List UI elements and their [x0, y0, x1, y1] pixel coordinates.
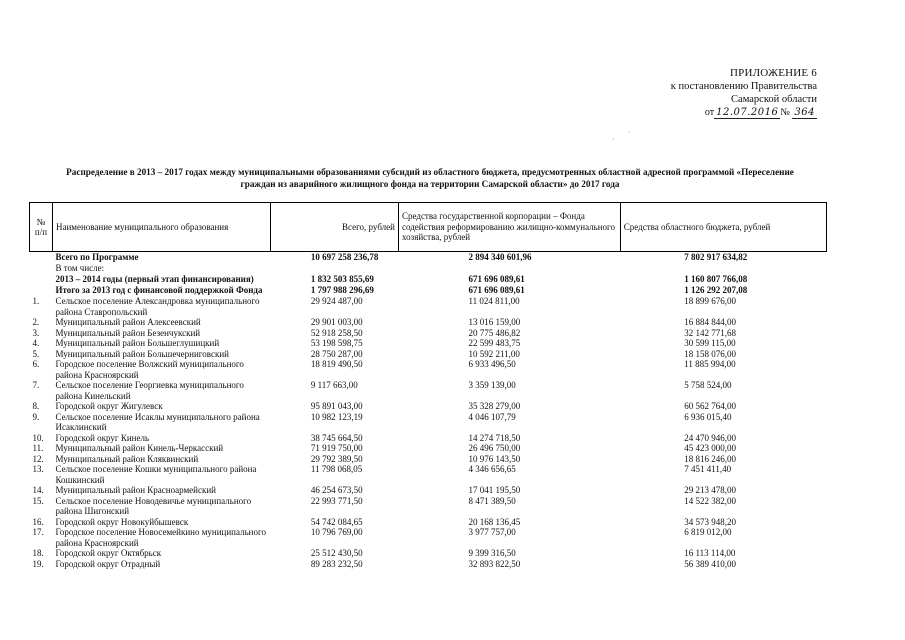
- appendix-line3: Самарской области: [731, 94, 817, 105]
- number-prefix: №: [780, 107, 790, 118]
- cell-regional: 30 599 115,00: [684, 338, 736, 348]
- header-no: № п/п: [30, 203, 53, 252]
- cell-total: 53 198 598,75: [310, 338, 363, 348]
- handwritten-date: 12.07.2016: [716, 107, 779, 118]
- cell-total: 11 798 068,05: [310, 464, 363, 474]
- summary-row: [30, 252, 827, 264]
- cell-name: Городской округ Жигулевск: [55, 401, 163, 411]
- cell-fund: 9 399 316,50: [468, 548, 516, 558]
- from-prefix: от: [704, 107, 715, 118]
- table-row: [30, 559, 827, 570]
- cell-no: 3.: [32, 327, 40, 338]
- cell-total: 10 796 769,00: [310, 527, 363, 537]
- cell-total: 9 117 663,00: [310, 380, 358, 390]
- cell-no: 8.: [32, 401, 40, 411]
- table-row: [30, 443, 827, 454]
- table-row: [30, 485, 827, 496]
- cell-fund: 8 471 389,50: [468, 495, 516, 506]
- cell-total: 46 254 673,50: [310, 485, 363, 495]
- summary-name: 2013 – 2014 годы (первый этап финансирования): [55, 274, 254, 284]
- summary-total: 1 797 988 296,69: [310, 285, 374, 295]
- appendix-signature-line: [705, 106, 817, 119]
- cell-name: Муниципальный район Кляквинский: [55, 453, 199, 464]
- cell-regional: 16 113 114,00: [684, 548, 736, 558]
- summary-regional: 1 160 807 766,08: [684, 274, 748, 284]
- cell-no: 13.: [32, 464, 44, 474]
- cell-regional: 5 758 524,00: [684, 380, 732, 390]
- summary-no: [30, 285, 53, 296]
- cell-fund: 17 041 195,50: [468, 485, 521, 495]
- table-row: [30, 317, 827, 328]
- cell-fund: 22 599 483,75: [468, 338, 521, 348]
- cell-regional: 16 884 844,00: [684, 317, 737, 327]
- cell-fund: 32 893 822,50: [468, 558, 521, 569]
- table-row: [30, 359, 827, 380]
- title-line1: Распределение в 2013 – 2017 годах между муниципальными образованиями субсидий из областного бюджета, предусмотренных областной адресной программой «Переселение: [66, 167, 794, 177]
- cell-name: Городское поселение Волжский муниципального района Красноярский: [55, 359, 244, 380]
- cell-regional: 6 819 012,00: [684, 527, 732, 537]
- cell-regional: 18 158 076,00: [684, 348, 737, 359]
- table-row: [30, 338, 827, 349]
- cell-regional: 60 562 764,00: [684, 401, 737, 411]
- cell-name: Муниципальный район Красноармейский: [55, 485, 216, 495]
- cell-no: 5.: [32, 348, 40, 359]
- cell-name: Муниципальный район Безенчукский: [55, 327, 201, 338]
- cell-no: 17.: [32, 527, 44, 537]
- table-row: [30, 464, 827, 485]
- cell-no: 1.: [32, 296, 40, 306]
- cell-total: 29 924 487,00: [310, 296, 363, 306]
- cell-name: Сельское поселение Георгиевка муниципального района Кинельский: [55, 380, 244, 401]
- cell-fund: 14 274 718,50: [468, 432, 521, 443]
- cell-total: 28 750 287,00: [310, 348, 363, 359]
- summary-no: [30, 252, 53, 264]
- cell-name: Городской округ Кинель: [55, 432, 150, 443]
- cell-fund: 20 168 136,45: [468, 516, 521, 527]
- summary-total: [271, 263, 399, 274]
- summary-name: В том числе:: [55, 263, 105, 273]
- cell-no: 18.: [32, 548, 44, 558]
- cell-fund: 10 976 143,50: [468, 453, 521, 464]
- header-name: Наименование муниципального образования: [52, 203, 270, 252]
- cell-name: Городской округ Октябрьск: [55, 548, 162, 558]
- cell-no: 19.: [32, 558, 44, 569]
- cell-fund: 26 496 750,00: [468, 443, 521, 453]
- scan-speck: ·: [612, 135, 615, 144]
- cell-fund: 4 046 107,79: [468, 411, 516, 422]
- table-row: [30, 433, 827, 444]
- summary-regional: 1 126 292 207,08: [684, 285, 748, 295]
- summary-name: Всего по Программе: [55, 252, 139, 262]
- cell-fund: 4 346 656,65: [468, 464, 516, 474]
- cell-total: 25 512 430,50: [310, 548, 363, 558]
- cell-no: 2.: [32, 317, 40, 327]
- cell-no: 6.: [32, 359, 40, 369]
- cell-total: 38 745 664,50: [310, 432, 363, 443]
- header-regional: Средства областного бюджета, рублей: [620, 203, 826, 252]
- summary-no: [30, 274, 53, 285]
- cell-name: Сельское поселение Александровка муниципального района Ставропольский: [55, 296, 260, 317]
- header-total: Всего, рублей: [271, 203, 399, 252]
- cell-no: 15.: [32, 495, 44, 506]
- cell-total: 95 891 043,00: [310, 401, 363, 411]
- summary-no: [30, 263, 53, 274]
- scan-speck: ·: [628, 128, 631, 137]
- appendix-block: [647, 67, 817, 119]
- cell-total: 18 819 490,50: [310, 359, 363, 369]
- cell-total: 22 993 771,50: [310, 495, 363, 506]
- cell-name: Муниципальный район Большечерниговский: [55, 348, 229, 359]
- cell-no: 11.: [32, 443, 44, 453]
- cell-regional: 6 936 015,40: [684, 411, 732, 422]
- summary-fund: 671 696 089,61: [468, 285, 525, 295]
- cell-name: Городской округ Отрадный: [55, 558, 161, 569]
- summary-fund: 2 894 340 601,96: [468, 252, 532, 262]
- cell-name: Сельское поселение Новодевичье муниципального района Шигонский: [55, 495, 252, 516]
- cell-total: 71 919 750,00: [310, 443, 363, 453]
- summary-total: 10 697 258 236,78: [310, 252, 379, 262]
- summary-row: [30, 263, 827, 274]
- cell-no: 14.: [32, 485, 44, 495]
- cell-no: 10.: [32, 432, 44, 443]
- cell-total: 29 792 389,50: [310, 453, 363, 464]
- cell-total: 52 918 258,50: [310, 327, 363, 338]
- appendix-title: ПРИЛОЖЕНИЕ 6: [730, 67, 817, 79]
- cell-fund: 6 933 496,50: [468, 359, 516, 369]
- summary-row: [30, 285, 827, 296]
- table-row: [30, 548, 827, 559]
- cell-regional: 56 389 410,00: [684, 558, 737, 569]
- cell-total: 89 283 232,50: [310, 558, 363, 569]
- table-row: [30, 296, 827, 317]
- cell-total: 54 742 084,65: [310, 516, 363, 527]
- cell-total: 29 901 003,00: [310, 317, 363, 327]
- summary-fund: 671 696 089,61: [468, 274, 525, 284]
- cell-total: 10 982 123,19: [310, 411, 363, 422]
- table-body: [30, 252, 827, 570]
- cell-regional: 7 451 411,40: [684, 464, 732, 474]
- summary-fund: [398, 263, 620, 274]
- cell-fund: 35 328 279,00: [468, 401, 521, 411]
- cell-name: Городское поселение Новосемейкино муниципального района Красноярский: [55, 527, 266, 548]
- cell-fund: 3 359 139,00: [468, 380, 516, 390]
- table-row: [30, 496, 827, 517]
- table-row: [30, 517, 827, 528]
- table-row: [30, 527, 827, 548]
- table-row: [30, 454, 827, 465]
- summary-total: 1 832 503 855,69: [310, 274, 374, 284]
- cell-regional: 24 470 946,00: [684, 432, 737, 443]
- summary-row: [30, 274, 827, 285]
- cell-fund: 3 977 757,00: [468, 527, 516, 537]
- table-row: [30, 380, 827, 401]
- document-title: [30, 166, 830, 190]
- cell-regional: 29 213 478,00: [684, 485, 737, 495]
- cell-regional: 18 816 246,00: [684, 453, 737, 464]
- cell-name: Сельское поселение Кошки муниципального района Кошкинский: [55, 464, 257, 485]
- summary-regional: [620, 263, 826, 274]
- cell-regional: 18 899 676,00: [684, 296, 737, 306]
- table-header-row: [30, 203, 827, 252]
- cell-fund: 20 775 486,82: [468, 327, 521, 338]
- cell-fund: 10 592 211,00: [468, 348, 520, 359]
- cell-name: Муниципальный район Алексеевский: [55, 317, 201, 327]
- cell-no: 4.: [32, 338, 40, 348]
- cell-regional: 14 522 382,00: [684, 495, 737, 506]
- cell-no: 12.: [32, 453, 44, 464]
- cell-name: Муниципальный район Большеглушицкий: [55, 338, 220, 348]
- cell-name: Муниципальный район Кинель-Черкасский: [55, 443, 224, 453]
- title-line2: граждан из аварийного жилищного фонда на территории Самарской области» до 2017 года: [240, 179, 620, 189]
- cell-no: 16.: [32, 516, 44, 527]
- cell-regional: 45 423 000,00: [684, 443, 737, 453]
- cell-no: 9.: [32, 411, 40, 422]
- handwritten-number: 364: [794, 107, 815, 118]
- appendix-line2: к постановлению Правительства: [670, 81, 817, 92]
- cell-no: 7.: [32, 380, 40, 390]
- cell-regional: 34 573 948,20: [684, 516, 737, 527]
- cell-fund: 13 016 159,00: [468, 317, 521, 327]
- table-row: [30, 401, 827, 412]
- summary-regional: 7 802 917 634,82: [684, 252, 748, 262]
- table-row: [30, 328, 827, 339]
- distribution-table: [29, 202, 827, 569]
- table-row: [30, 349, 827, 360]
- cell-regional: 11 885 994,00: [684, 359, 736, 369]
- cell-fund: 11 024 811,00: [468, 296, 520, 306]
- cell-name: Сельское поселение Исаклы муниципального района Исаклинский: [55, 411, 260, 432]
- cell-regional: 32 142 771,68: [684, 327, 737, 338]
- cell-name: Городской округ Новокуйбышевск: [55, 516, 189, 527]
- summary-name: Итого за 2013 год с финансовой поддержкой Фонда: [55, 285, 263, 295]
- table-row: [30, 412, 827, 433]
- header-fund: Средства государственной корпорации – Фонда содействия реформированию жилищно-коммунального хозяйства, рублей: [398, 203, 620, 252]
